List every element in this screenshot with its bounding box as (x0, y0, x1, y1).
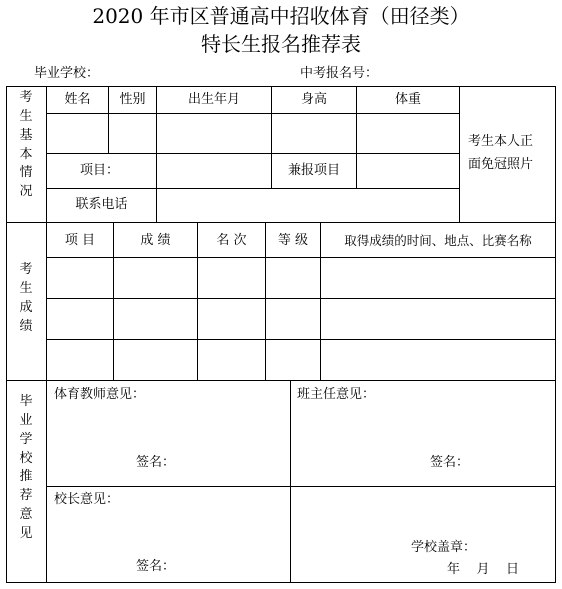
school-seal-label: 学校盖章： (411, 540, 477, 555)
scores-section-label: 考 生 成 绩 (19, 262, 33, 334)
gender-header: 性别 (119, 92, 146, 107)
score-header-result: 成 绩 (140, 233, 171, 248)
opinions-section-label: 毕 业 学 校 推 荐 意 见 (19, 394, 33, 541)
birth-header: 出生年月 (187, 92, 240, 107)
photo-note-line1: 考生本人正 (468, 134, 534, 149)
score-header-grade: 等 级 (277, 233, 309, 248)
also-event-label: 兼报项目 (287, 163, 340, 178)
score-header-details: 取得成绩的时间、地点、比赛名称 (344, 233, 532, 248)
height-header: 身高 (300, 92, 327, 107)
photo-note-line2: 面免冠照片 (468, 157, 534, 172)
score-header-rank: 名 次 (216, 233, 247, 248)
head-teacher-sign-label: 签名： (430, 455, 470, 470)
date-label: 年 月 日 (447, 562, 520, 577)
score-header-event: 项 目 (64, 233, 96, 248)
weight-header: 体重 (394, 92, 421, 107)
principal-sign-label: 签名： (136, 559, 176, 574)
principal-opinion-label: 校长意见： (54, 492, 120, 507)
phone-label: 联系电话 (75, 197, 128, 212)
pe-teacher-opinion-label: 体育教师意见： (54, 387, 146, 402)
pe-teacher-sign-label: 签名： (136, 455, 176, 470)
exam-number-label: 中考报名号： (300, 66, 379, 81)
form-title-line2: 特长生报名推荐表 (201, 32, 361, 56)
basic-info-section-label: 考 生 基 本 情 况 (19, 90, 33, 200)
school-label: 毕业学校： (34, 66, 100, 81)
head-teacher-opinion-label: 班主任意见： (297, 387, 376, 402)
name-header: 姓名 (64, 92, 91, 107)
form-title-line1: 2020 年市区普通高中招收体育（田径类） (92, 4, 470, 28)
event-label: 项目： (80, 163, 120, 178)
